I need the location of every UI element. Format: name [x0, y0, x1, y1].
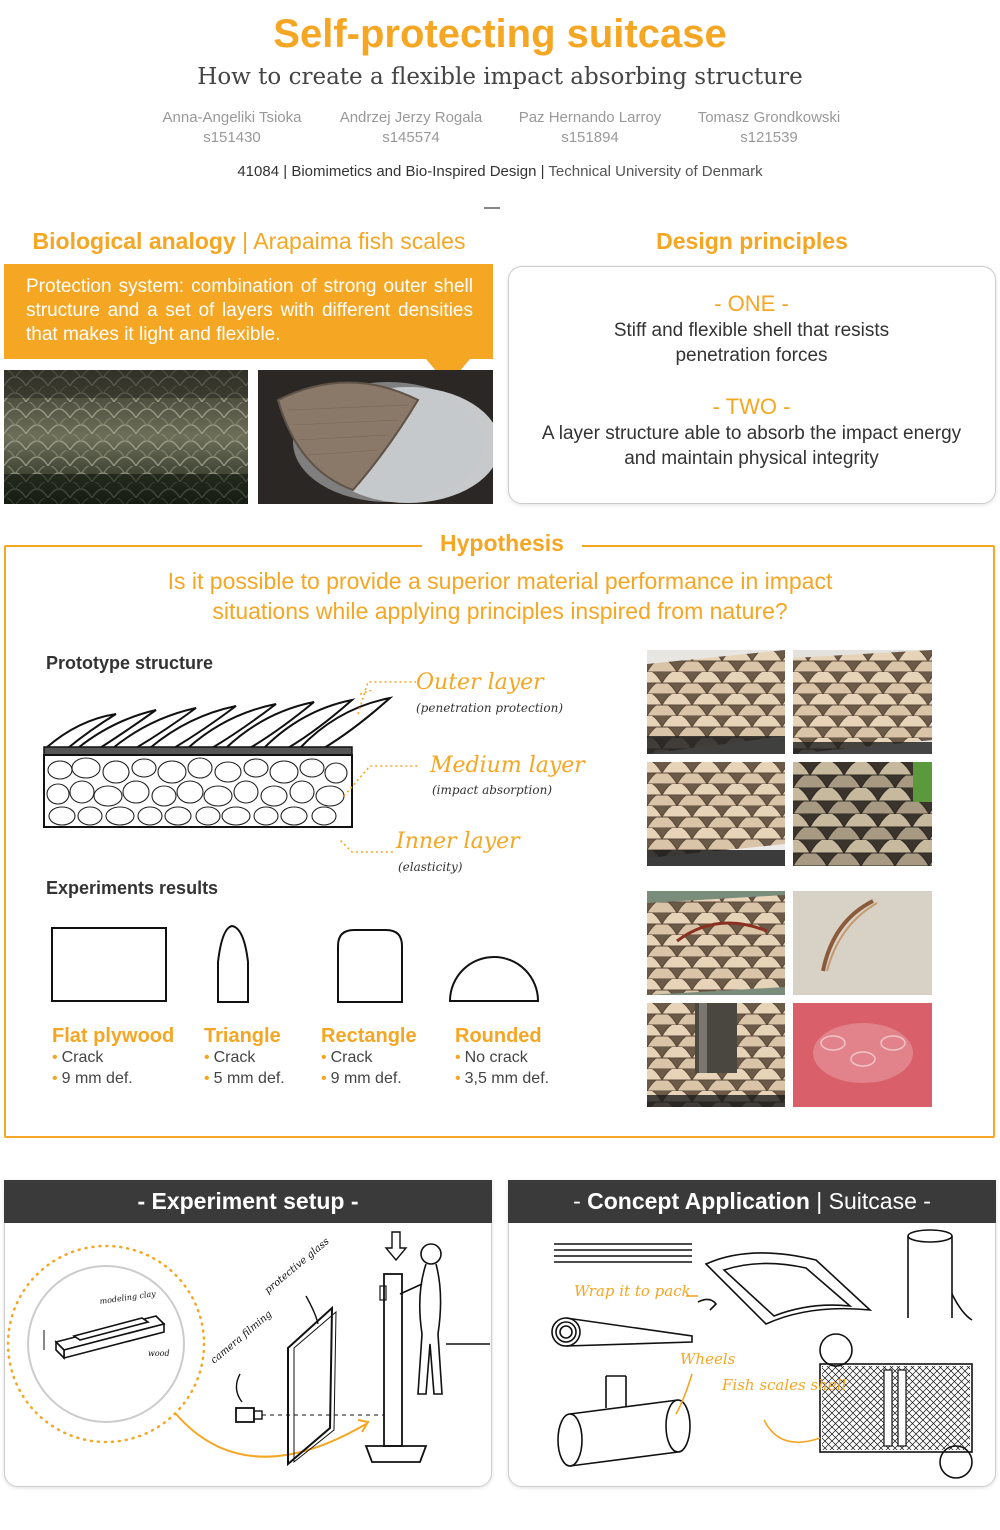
bio-description: Protection system: combination of strong outer shell structure and a set of layers with different densities that makes it light and flexible.: [26, 276, 473, 345]
experiment-setup-heading: - Experiment setup -: [4, 1180, 492, 1223]
divider: [484, 207, 500, 209]
poster-title: Self-protecting suitcase: [273, 12, 727, 56]
bio-heading: [4, 228, 494, 255]
svg-text:Fish scales shell: Fish scales shell: [722, 1376, 847, 1394]
result-rounded-crack: • No crack: [455, 1049, 528, 1066]
svg-text:camera filming: camera filming: [208, 1308, 275, 1367]
concept-application-heading: - Concept Application | Suitcase -: [508, 1180, 996, 1223]
rectangle-shape: [338, 930, 402, 1002]
author-id: s145574: [382, 129, 440, 146]
design-principles-box: [508, 266, 996, 504]
principle-two-number: - TWO -: [712, 394, 791, 419]
result-triangle-crack: • Crack: [204, 1049, 256, 1066]
flat-shape: [52, 928, 166, 1001]
concept-drawing: [510, 1224, 994, 1484]
author-name: Andrzej Jerzy Rogala: [339, 109, 483, 126]
author-id: s121539: [740, 129, 798, 146]
hypothesis-heading: Hypothesis: [422, 530, 582, 557]
design-principles-heading: Design principles: [656, 228, 848, 254]
principle-one-text: Stiff and flexible shell that resists penetration forces: [613, 320, 890, 366]
result-rounded-def: • 3,5 mm def.: [455, 1070, 550, 1087]
bio-description-box: [4, 264, 493, 359]
svg-text:wood: wood: [148, 1349, 170, 1358]
prototype-photo-3: [647, 762, 785, 866]
author-id: s151430: [203, 129, 261, 146]
rounded-shape: [450, 957, 538, 1001]
separator: |: [540, 163, 545, 180]
svg-text:Wheels: Wheels: [680, 1350, 736, 1368]
svg-text:modeling clay: modeling clay: [99, 1289, 157, 1306]
result-rounded-name: Rounded: [455, 1025, 542, 1047]
prototype-photo-2: [793, 650, 932, 754]
result-rectangle-name: Rectangle: [321, 1025, 417, 1047]
principle-two-text: A layer structure able to absorb the impact energy and maintain physical integrity: [541, 423, 962, 469]
fish-scales-photo: [4, 370, 248, 504]
medium-layer-label: Medium layer: [430, 753, 585, 778]
bio-heading-rest: Arapaima fish scales: [253, 228, 466, 254]
author-name: Paz Hernando Larroy: [518, 109, 662, 126]
university: Technical University of Denmark: [548, 163, 763, 180]
result-triangle-name: Triangle: [204, 1025, 281, 1047]
prototype-photo-6: [793, 891, 932, 995]
prototype-photo-5: [647, 891, 785, 995]
prototype-photo-1: [647, 650, 785, 754]
inner-layer-label: Inner layer: [396, 829, 520, 854]
result-rectangle-crack: • Crack: [321, 1049, 373, 1066]
author-2: [311, 108, 511, 148]
author-4: [669, 108, 869, 148]
inner-layer-sub: (elasticity): [398, 860, 463, 874]
outer-layer-sub: (penetration protection): [416, 701, 564, 715]
medium-layer-sub: (impact absorption): [432, 783, 553, 797]
result-triangle-def: • 5 mm def.: [204, 1070, 285, 1087]
experiment-setup-drawing: [6, 1224, 490, 1484]
prototype-photo-7: [647, 1003, 785, 1107]
author-name: Tomasz Grondkowski: [697, 109, 841, 126]
course-name: Biomimetics and Bio-Inspired Design: [291, 163, 537, 180]
scale-layers-photo: [258, 370, 493, 504]
course-line: [0, 163, 1000, 180]
bio-heading-bold: Biological analogy: [32, 228, 236, 254]
prototype-structure-label: Prototype structure: [46, 653, 214, 673]
triangle-shape: [218, 926, 248, 1002]
author-1: [132, 108, 332, 148]
result-flat-def: • 9 mm def.: [52, 1070, 133, 1087]
svg-text:Wrap it to pack: Wrap it to pack: [574, 1282, 691, 1300]
separator: |: [242, 228, 249, 254]
principle-one-number: - ONE -: [714, 291, 789, 316]
author-3: [490, 108, 690, 148]
result-flat-crack: • Crack: [52, 1049, 104, 1066]
result-flat-name: Flat plywood: [52, 1025, 175, 1047]
course-code: 41084: [237, 163, 280, 180]
author-name: Anna-Angeliki Tsioka: [162, 109, 302, 126]
prototype-photo-8: [793, 1003, 932, 1107]
svg-text:protective glass: protective glass: [262, 1236, 332, 1297]
result-rectangle-def: • 9 mm def.: [321, 1070, 402, 1087]
poster-subtitle: How to create a flexible impact absorbing structure: [197, 64, 803, 90]
outer-layer-label: Outer layer: [416, 670, 544, 695]
separator: |: [283, 163, 288, 180]
hypothesis-question: Is it possible to provide a superior material performance in impact situations while applying principles inspired from nature?: [167, 568, 833, 624]
experiments-results-label: Experiments results: [46, 878, 219, 898]
prototype-photo-4: [793, 762, 932, 866]
author-id: s151894: [561, 129, 619, 146]
experiment-shapes: [46, 922, 556, 1006]
